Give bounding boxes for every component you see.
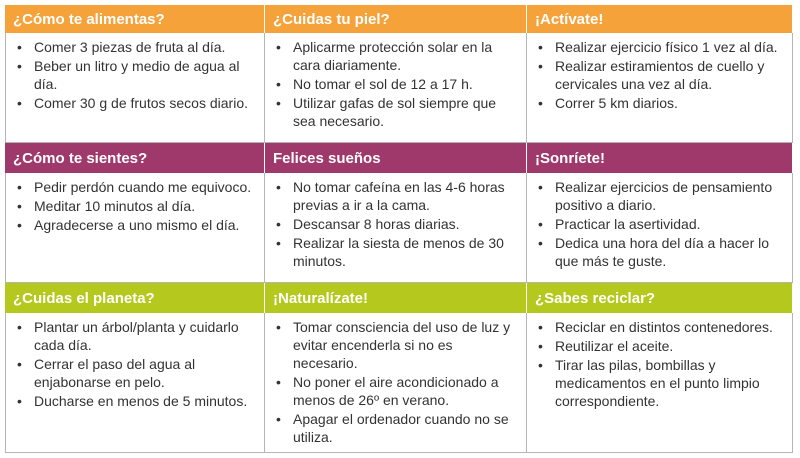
bullet-list <box>14 38 256 112</box>
list-item: • Meditar 10 minutos al día. <box>14 197 256 215</box>
list-item: • Realizar la siesta de menos de 30 minutos. <box>273 234 518 270</box>
bullet-list <box>273 318 518 446</box>
list-item: • Descansar 8 horas diarias. <box>273 215 518 233</box>
bullet-list <box>535 178 784 270</box>
list-item: • Comer 3 piezas de fruta al día. <box>14 38 256 56</box>
list-item: • Beber un litro y medio de agua al día. <box>14 57 256 93</box>
list-item: • Cerrar el paso del agua al enjabonarse en pelo. <box>14 355 256 391</box>
section-header-reciclar: ¿Sabes reciclar? <box>527 283 793 313</box>
bullet-list <box>273 178 518 270</box>
section-header-sonriete: ¡Sonríete! <box>527 143 793 173</box>
list-item: • Reutilizar el aceite. <box>535 337 784 355</box>
habits-table <box>5 5 793 453</box>
bullet-list <box>535 38 784 112</box>
bullet-list <box>273 38 518 130</box>
section-body-reciclar <box>527 313 793 453</box>
list-item: • Correr 5 km diarios. <box>535 94 784 112</box>
list-item: • Utilizar gafas de sol siempre que sea necesario. <box>273 94 518 130</box>
section-body-planeta <box>5 313 265 453</box>
bullet-list <box>14 318 256 410</box>
section-header-sientes: ¿Cómo te sientes? <box>5 143 265 173</box>
list-item: • Plantar un árbol/planta y cuidarlo cada día. <box>14 318 256 354</box>
section-body-activate <box>527 33 793 143</box>
list-item: • Realizar estiramientos de cuello y cervicales una vez al día. <box>535 57 784 93</box>
section-header-piel: ¿Cuidas tu piel? <box>265 5 527 33</box>
list-item: • Comer 30 g de frutos secos diario. <box>14 94 256 112</box>
section-body-alimentacion <box>5 33 265 143</box>
list-item: • Apagar el ordenador cuando no se utiliza. <box>273 410 518 446</box>
section-body-suenos <box>265 173 527 283</box>
list-item: • Reciclar en distintos contenedores. <box>535 318 784 336</box>
list-item: • Ducharse en menos de 5 minutos. <box>14 392 256 410</box>
list-item: • No tomar cafeína en las 4-6 horas previas a ir a la cama. <box>273 178 518 214</box>
list-item: • No tomar el sol de 12 a 17 h. <box>273 75 518 93</box>
section-body-sientes <box>5 173 265 283</box>
list-item: • Agradecerse a uno mismo el día. <box>14 216 256 234</box>
list-item: • Dedica una hora del día a hacer lo que más te guste. <box>535 234 784 270</box>
section-header-alimentacion: ¿Cómo te alimentas? <box>5 5 265 33</box>
section-body-piel <box>265 33 527 143</box>
list-item: • Practicar la asertividad. <box>535 215 784 233</box>
section-body-naturalizate <box>265 313 527 453</box>
list-item: • Pedir perdón cuando me equivoco. <box>14 178 256 196</box>
section-body-sonriete <box>527 173 793 283</box>
list-item: • Tirar las pilas, bombillas y medicamentos en el punto limpio correspondiente. <box>535 356 784 410</box>
section-header-planeta: ¿Cuidas el planeta? <box>5 283 265 313</box>
section-header-activate: ¡Actívate! <box>527 5 793 33</box>
list-item: • Realizar ejercicio físico 1 vez al día. <box>535 38 784 56</box>
section-header-suenos: Felices sueños <box>265 143 527 173</box>
bullet-list <box>14 178 256 234</box>
list-item: • Aplicarme protección solar en la cara diariamente. <box>273 38 518 74</box>
list-item: • No poner el aire acondicionado a menos de 26º en verano. <box>273 373 518 409</box>
bullet-list <box>535 318 784 410</box>
list-item: • Tomar consciencia del uso de luz y evitar encenderla si no es necesario. <box>273 318 518 372</box>
section-header-naturalizate: ¡Naturalízate! <box>265 283 527 313</box>
list-item: • Realizar ejercicios de pensamiento positivo a diario. <box>535 178 784 214</box>
